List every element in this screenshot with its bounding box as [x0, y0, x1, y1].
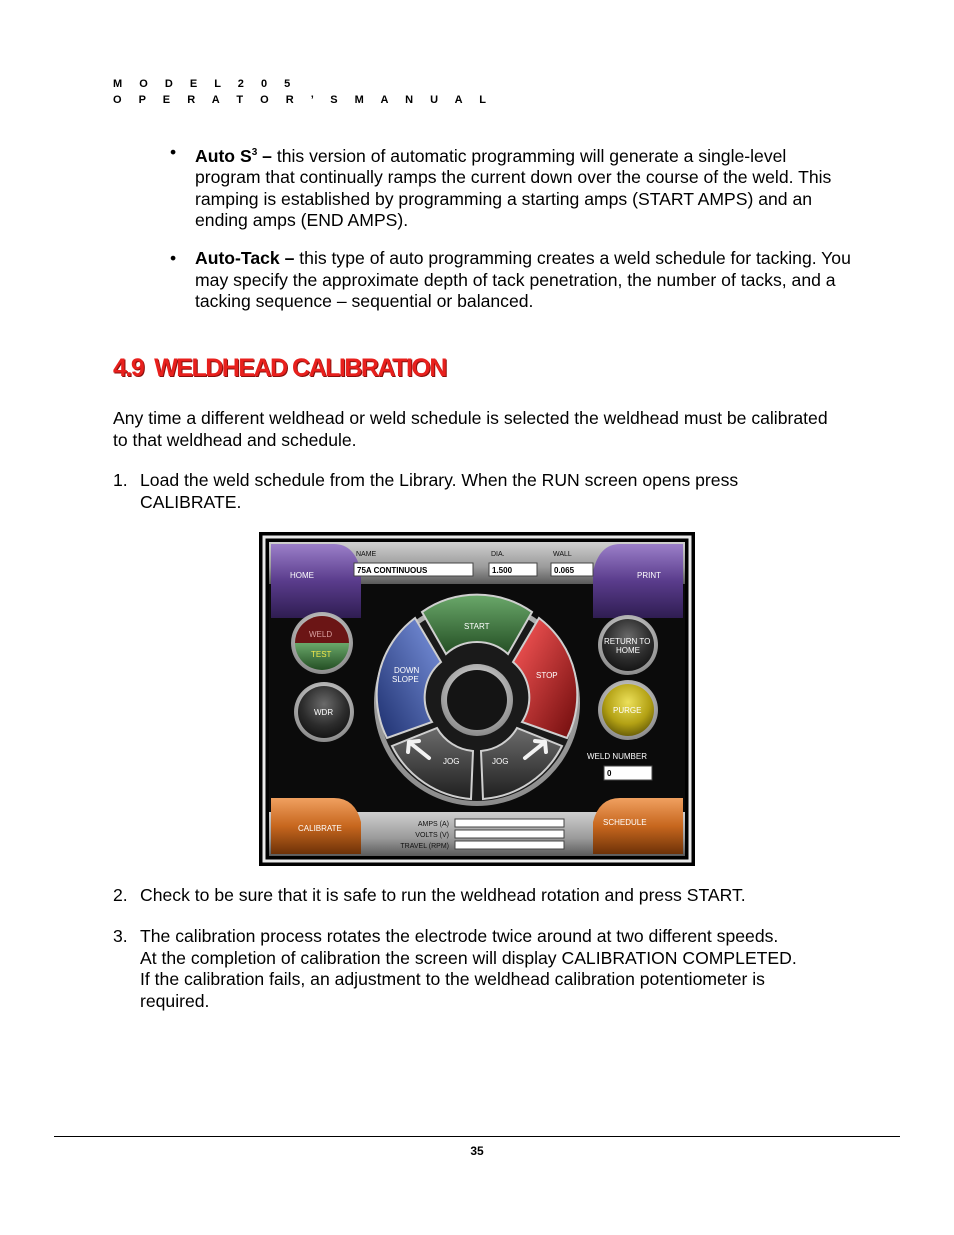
jog-left-label: JOG [443, 757, 460, 766]
bullet-auto-tack [170, 248, 910, 313]
print-button[interactable] [593, 544, 683, 618]
return-to-home-button[interactable] [598, 615, 658, 675]
step-line: required. [140, 990, 210, 1011]
step-number: 1. [113, 470, 128, 490]
meter-readouts [400, 819, 564, 850]
bullet-term: Auto S [195, 145, 252, 166]
name-field-label: NAME [356, 551, 377, 558]
amps-label: AMPS (A) [417, 821, 449, 828]
weld-test-toggle[interactable] [291, 612, 353, 674]
bullet-line: ending amps (END AMPS). [195, 210, 409, 231]
calibrate-button[interactable] [271, 798, 361, 854]
bullet-first-line: this version of automatic programming will generate a single-level [271, 145, 787, 166]
running-header-model: M O D E L 2 0 5 [113, 78, 298, 90]
wall-field-value: 0.065 [554, 566, 575, 575]
bullet-auto-s3 [170, 142, 910, 232]
name-field-value: 75A CONTINUOUS [357, 566, 428, 575]
jog-right-label: JOG [492, 757, 509, 766]
dia-field-label: DIA. [491, 551, 505, 558]
amps-meter [455, 819, 564, 827]
weld-label: WELD [309, 630, 333, 639]
step-number: 2. [113, 885, 128, 905]
weld-number-value: 0 [607, 769, 612, 778]
start-label: START [464, 622, 490, 631]
bullet-dash: – [257, 145, 272, 166]
return-label-line2: HOME [616, 646, 640, 655]
travel-label: TRAVEL (RPM) [400, 843, 449, 850]
purge-button[interactable] [598, 680, 658, 740]
step-2 [113, 885, 873, 907]
step-number: 3. [113, 926, 128, 946]
stop-label: STOP [536, 671, 558, 680]
volts-label: VOLTS (V) [415, 832, 449, 839]
footer-rule [54, 1136, 900, 1137]
section-title: WELDHEAD CALIBRATION [154, 354, 446, 382]
test-label: TEST [311, 650, 332, 659]
running-header-manual: O P E R A T O R ’ S M A N U A L [113, 94, 493, 106]
calibrate-label: CALIBRATE [298, 824, 342, 833]
home-label: HOME [290, 571, 314, 580]
travel-meter [455, 841, 564, 849]
control-dial [374, 595, 580, 806]
bullet-line: program that continually ramps the current down over the course of the weld. This [195, 167, 832, 188]
weld-number-label: WELD NUMBER [587, 752, 648, 761]
step-line: The calibration process rotates the electrode twice around at two different speeds. [140, 926, 779, 946]
volts-meter [455, 830, 564, 838]
section-number: 4.9 [113, 354, 144, 382]
run-screen-figure [259, 532, 695, 866]
wdr-label: WDR [314, 708, 334, 717]
schedule-button[interactable] [593, 798, 683, 854]
step-line: CALIBRATE. [140, 491, 242, 512]
home-button[interactable] [271, 544, 361, 618]
bullet-sup: 3 [251, 147, 258, 158]
step-1 [113, 470, 873, 513]
bullet-dot: • [170, 142, 177, 162]
intro-line: Any time a different weldhead or weld schedule is selected the weldhead must be calibrated [113, 408, 828, 428]
step-line: At the completion of calibration the screen will display CALIBRATION COMPLETED. [140, 947, 797, 968]
bullet-line: may specify the approximate depth of tack penetration, the number of tacks, and a [195, 269, 836, 290]
dia-field-value: 1.500 [492, 566, 513, 575]
down-slope-label-line1: DOWN [394, 666, 420, 675]
section-heading [113, 354, 446, 383]
bullet-first-line: this type of auto programming creates a weld schedule for tacking. You [294, 248, 851, 268]
wall-field-label: WALL [553, 551, 572, 558]
purge-label: PURGE [613, 706, 642, 715]
schedule-label: SCHEDULE [603, 818, 647, 827]
step-line: If the calibration fails, an adjustment to the weldhead calibration potentiometer is [140, 969, 765, 989]
step-3 [113, 926, 873, 1012]
intro-line: to that weldhead and schedule. [113, 429, 357, 450]
return-label-line1: RETURN TO [604, 637, 651, 646]
run-screen-svg [259, 532, 695, 866]
step-line: Check to be sure that it is safe to run the weldhead rotation and press START. [140, 885, 746, 905]
bullet-term: Auto-Tack – [195, 248, 295, 268]
bullet-line: ramping is established by programming a starting amps (START AMPS) and an [195, 188, 813, 209]
page-number: 35 [470, 1144, 484, 1158]
wdr-button[interactable] [294, 682, 354, 742]
bullet-line: tacking sequence – sequential or balanced. [195, 291, 534, 311]
down-slope-label-line2: SLOPE [392, 675, 419, 684]
step-line: Load the weld schedule from the Library. When the RUN screen opens press [140, 470, 739, 490]
bullet-dot: • [170, 248, 177, 268]
intro-paragraph [113, 408, 873, 451]
print-label: PRINT [637, 571, 661, 580]
